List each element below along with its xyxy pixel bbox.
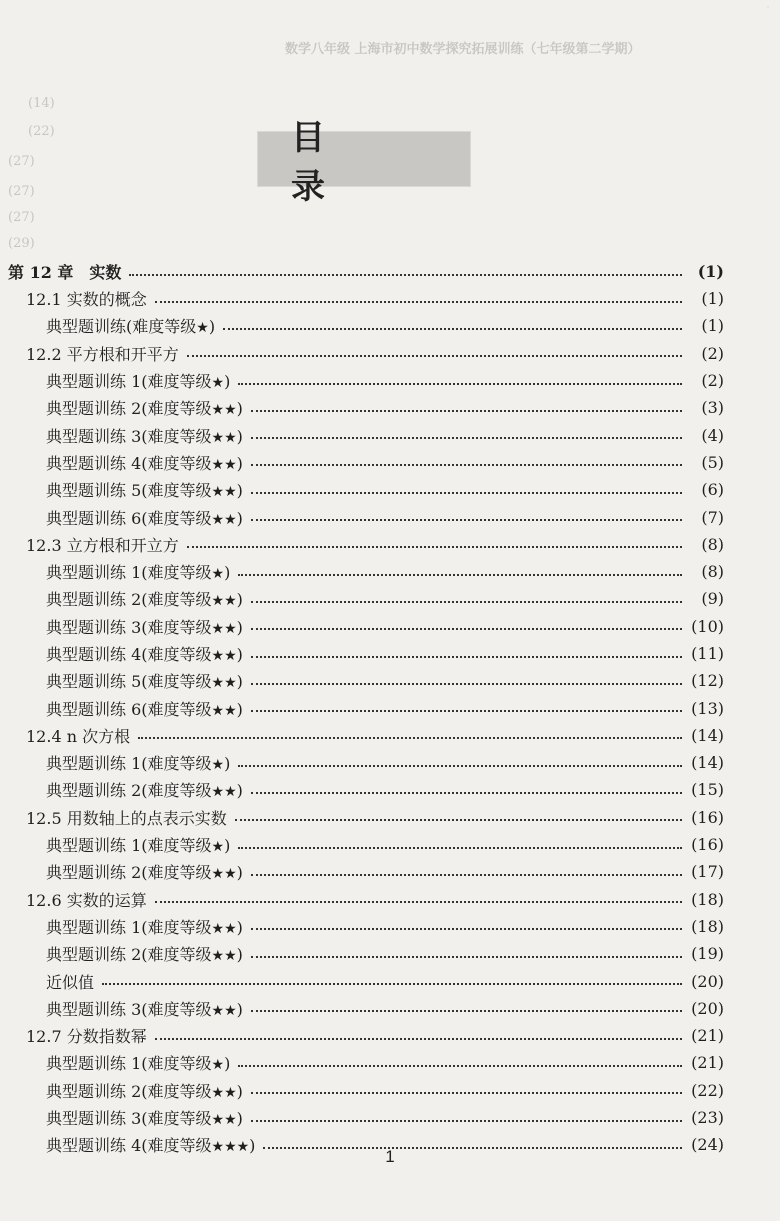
toc-page-number: (24) [691,1135,724,1155]
toc-page-number: (10) [691,616,724,636]
dot-leader [251,1092,682,1094]
toc-page-number: (19) [691,944,724,964]
toc-label: 典型题训练 6(难度等级★★) [46,699,243,719]
star-rating: ★★ [211,948,237,965]
toc-page-number: (12) [691,671,724,691]
toc-row-item [8,776,724,803]
dot-leader [223,328,682,330]
toc-page-number: (20) [691,998,724,1018]
toc-row-item [8,312,724,339]
toc-row-item [8,394,724,421]
dot-leader [235,819,682,821]
toc-label: 12.2 平方根和开平方 [26,344,179,364]
toc-row-chapter [8,258,724,285]
toc-row-item [8,1049,724,1076]
toc-label: 典型题训练(难度等级★) [46,317,216,337]
star-rating: ★★ [211,648,237,664]
toc-page-number: (22) [691,1080,724,1100]
toc-page-number: (11) [691,644,724,663]
dot-leader [238,383,682,385]
bleed-through-line: (27) [8,154,35,169]
bleed-through-line: (27) [8,184,35,199]
toc-label: 典型题训练 1(难度等级★) [46,836,231,856]
page-number: 1 [385,1147,395,1166]
toc-page-number: (21) [691,1026,724,1046]
toc-page-number: (18) [691,889,724,909]
toc-label: 典型题训练 5(难度等级★★) [46,481,243,501]
dot-leader [251,519,682,521]
toc-row-item [8,585,724,612]
dot-leader [155,1038,682,1040]
toc-page-number: (17) [691,862,724,882]
dot-leader [155,901,682,903]
toc-label: 12.7 分数指数幂 [26,1027,147,1047]
toc-label: 典型题训练 2(难度等级★★) [46,945,243,965]
toc-label: 12.6 实数的运算 [26,890,147,910]
toc-row-item [8,367,724,394]
top-right-mark: · [766,0,770,14]
dot-leader [238,574,682,576]
dot-leader [251,601,682,603]
toc-page-number: (23) [691,1108,724,1128]
toc-row-item [8,1104,724,1131]
toc-label: 12.5 用数轴上的点表示实数 [26,808,227,828]
toc-page-number: (14) [691,725,724,745]
toc-page-number: (1) [697,262,724,281]
dot-leader [238,847,682,849]
dot-leader [251,874,682,876]
toc-page-number: (13) [691,698,724,718]
page-title: 目 录 [257,131,471,187]
toc-label: 典型题训练 1(难度等级★) [46,1054,231,1074]
star-rating: ★ [211,839,225,856]
dot-leader [238,1065,682,1067]
toc-page-number: (6) [701,480,724,500]
dot-leader [251,1120,682,1122]
toc-row-section [8,531,724,558]
star-rating: ★★ [211,511,237,528]
toc-label: 典型题训练 1(难度等级★★) [46,917,243,937]
toc-label: 12.1 实数的概念 [26,290,147,310]
toc-label: 典型题训练 2(难度等级★★) [46,781,243,801]
toc-label: 12.4 n 次方根 [26,726,131,746]
star-rating: ★★ [211,593,237,610]
dot-leader [251,683,682,685]
dot-leader [251,1010,682,1012]
dot-leader [251,956,682,958]
star-rating: ★★ [211,866,237,883]
star-rating: ★★ [211,402,237,419]
star-rating: ★★ [211,484,237,501]
toc-row-section [8,1022,724,1049]
star-rating: ★ [211,566,225,583]
toc-page-number: (21) [691,1053,724,1073]
star-rating: ★★ [211,620,237,637]
bleed-through-line: (22) [28,124,55,139]
toc-page-number: (15) [691,780,724,800]
toc-label: 典型题训练 3(难度等级★★) [46,426,243,446]
dot-leader [187,546,682,548]
star-rating: ★ [211,1057,225,1074]
star-rating: ★ [196,320,209,337]
toc-page-number: (4) [701,425,724,445]
toc-page-number: (20) [691,971,724,991]
toc-page-number: (9) [701,589,724,609]
toc-label: 典型题训练 1(难度等级★) [46,754,231,774]
toc-row-item [8,449,724,476]
toc-row-item [8,1077,724,1104]
dot-leader [251,928,682,930]
dot-leader [238,765,682,767]
toc-row-item [8,749,724,776]
toc-page-number: (5) [701,452,724,472]
toc-page-number: (1) [701,316,724,336]
toc-label: 典型题训练 1(难度等级★) [46,372,231,392]
toc-row-section [8,804,724,831]
dot-leader [251,656,682,658]
toc-label: 典型题训练 4(难度等级★★) [46,645,243,664]
toc-page-number: (16) [691,835,724,855]
toc-label: 近似值 [46,972,95,992]
toc-label: 典型题训练 3(难度等级★★) [46,999,243,1019]
toc-row-item [8,667,724,694]
star-rating: ★★★ [211,1139,250,1156]
toc-page-number: (2) [701,343,724,363]
star-rating: ★ [211,757,225,774]
toc-label: 典型题训练 3(难度等级★★) [46,617,243,637]
star-rating: ★ [211,375,225,392]
star-rating: ★★ [211,456,237,473]
toc-label: 第 12 章 实数 [8,263,122,282]
toc-row-item [8,694,724,721]
toc-page-number: (18) [691,916,724,936]
toc-row-item [8,476,724,503]
star-rating: ★★ [211,1112,237,1129]
dot-leader [251,628,682,630]
toc-row-section [8,340,724,367]
toc-row-item [8,967,724,994]
star-rating: ★★ [211,675,237,692]
toc-row-section [8,722,724,749]
toc-row-item [8,503,724,530]
toc-row-item [8,858,724,885]
toc-label: 典型题训练 5(难度等级★★) [46,672,243,692]
toc-page-number: (1) [701,289,724,309]
toc-page-number: (3) [701,398,724,418]
dot-leader [129,274,682,276]
toc-label: 典型题训练 2(难度等级★★) [46,399,243,419]
toc-label: 典型题训练 4(难度等级★★) [46,453,243,473]
toc-label: 典型题训练 3(难度等级★★) [46,1109,243,1129]
toc-label: 典型题训练 6(难度等级★★) [46,508,243,528]
star-rating: ★★ [211,1002,237,1019]
toc-row-item [8,940,724,967]
dot-leader [138,737,682,739]
bleed-through-line: (14) [28,96,55,111]
toc-row-section [8,886,724,913]
toc-row-item [8,831,724,858]
dot-leader [251,492,682,494]
toc-page-number: (8) [701,562,724,582]
toc-row-item [8,995,724,1022]
table-of-contents [8,258,724,1159]
bleed-through-header: 数学八年级 上海市初中数学探究拓展训练（七年级第二学期） [285,42,641,57]
dot-leader [251,464,682,466]
toc-row-item [8,913,724,940]
dot-leader [251,437,682,439]
toc-row-item [8,640,724,667]
toc-row-item [8,558,724,585]
star-rating: ★★ [211,1084,237,1101]
star-rating: ★★ [211,920,237,937]
toc-row-item [8,421,724,448]
dot-leader [187,355,682,357]
toc-page-number: (2) [701,371,724,391]
star-rating: ★★ [211,429,237,446]
toc-page-number: (14) [691,753,724,773]
dot-leader [251,710,682,712]
bleed-through-line: (29) [8,236,35,251]
dot-leader [155,301,682,303]
toc-row-section [8,285,724,312]
toc-page-number: (16) [691,807,724,827]
star-rating: ★★ [211,784,237,801]
dot-leader [251,410,682,412]
toc-label: 典型题训练 2(难度等级★★) [46,590,243,610]
toc-label: 典型题训练 1(难度等级★) [46,563,231,583]
star-rating: ★★ [211,702,237,719]
dot-leader [251,792,682,794]
toc-label: 12.3 立方根和开立方 [26,535,179,555]
toc-row-item [8,613,724,640]
toc-label: 典型题训练 2(难度等级★★) [46,1081,243,1101]
toc-label: 典型题训练 2(难度等级★★) [46,863,243,883]
toc-page-number: (8) [701,534,724,554]
bleed-through-line: (27) [8,210,35,225]
toc-page-number: (7) [701,507,724,527]
toc-label: 典型题训练 4(难度等级★★★) [46,1136,256,1156]
dot-leader [102,983,682,985]
